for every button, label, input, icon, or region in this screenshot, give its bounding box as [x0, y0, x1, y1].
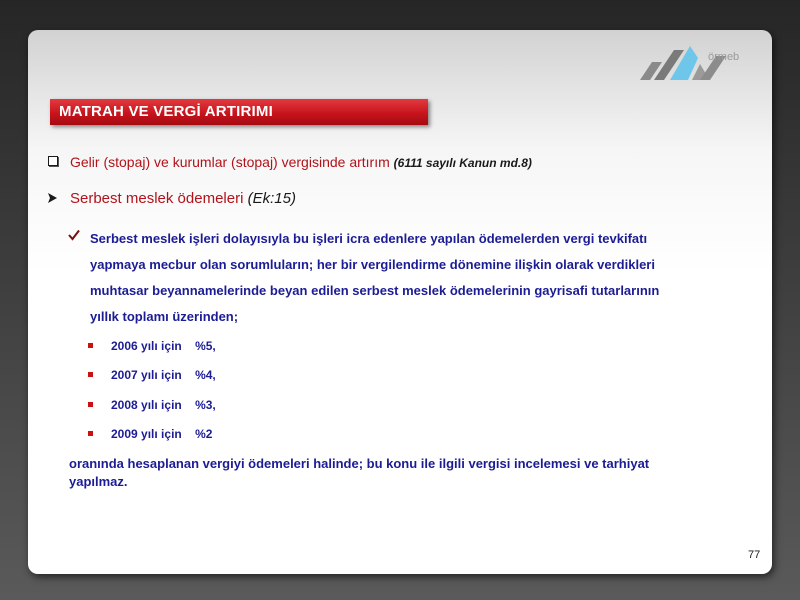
rate-value: %5, [195, 339, 216, 353]
paragraph-line-1: Serbest meslek işleri dolayısıyla bu işleri icra edenlere yapılan ödemelerden vergi tevkifatı [90, 231, 648, 246]
red-square-bullet-icon [88, 402, 93, 407]
rate-year: 2007 [111, 368, 138, 382]
paragraph-line-2: yapmaya mecbur olan sorumluların; her bir vergilendirme dönemine ilişkin olarak verdikleri [90, 257, 655, 272]
checkmark-icon [68, 229, 80, 241]
paragraph-line-3: muhtasar beyannamelerinde beyan edilen serbest meslek ödemelerinin gayrisafi tutarlarının [90, 283, 660, 298]
red-square-bullet-icon [88, 343, 93, 348]
logo [640, 38, 770, 86]
item-1-text: Gelir (stopaj) ve kurumlar (stopaj) vergisinde artırım [70, 154, 390, 170]
rate-label: yılı için [141, 339, 182, 353]
slide [28, 30, 772, 574]
rate-value: %3, [195, 398, 216, 412]
logo-text: örmeb [708, 51, 740, 63]
rate-label: yılı için [141, 427, 182, 441]
slide-title: MATRAH VE VERGİ ARTIRIMI [59, 103, 273, 120]
title-banner [50, 99, 428, 125]
rate-label: yılı için [141, 398, 182, 412]
rate-value: %4, [195, 368, 216, 382]
closing-line-2: yapılmaz. [69, 474, 128, 489]
page-number: 77 [748, 549, 761, 561]
rate-value: %2 [195, 427, 213, 441]
item-1-note: (6111 sayılı Kanun md.8) [393, 156, 532, 170]
rate-year: 2008 [111, 398, 138, 412]
logo-mark-icon [640, 38, 770, 86]
arrow-bullet-icon [48, 193, 57, 203]
rate-year: 2006 [111, 339, 138, 353]
red-square-bullet-icon [88, 431, 93, 436]
rate-year: 2009 [111, 427, 138, 441]
red-square-bullet-icon [88, 372, 93, 377]
rate-label: yılı için [141, 368, 182, 382]
closing-line-1: oranında hesaplanan vergiyi ödemeleri halinde; bu konu ile ilgili vergisi incelemesi ve tarhiyat [69, 456, 650, 471]
square-bullet-icon [48, 156, 58, 166]
item-2-note: (Ek:15) [247, 190, 296, 207]
item-2-text: Serbest meslek ödemeleri [70, 190, 244, 207]
paragraph-line-4: yıllık toplamı üzerinden; [90, 309, 239, 324]
